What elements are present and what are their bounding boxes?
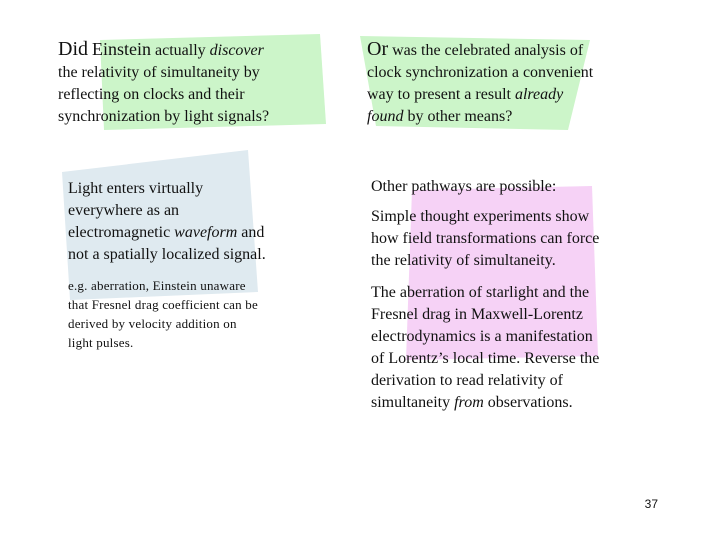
question-right	[367, 38, 667, 128]
left-point	[68, 178, 328, 266]
left-point-and: and	[241, 224, 265, 241]
question-right-lead: Or	[367, 38, 389, 60]
right-point-2-observations: observations.	[487, 394, 573, 411]
left-point-line1: Light enters virtually	[68, 180, 204, 197]
left-note-line3: derived by velocity addition on	[68, 316, 237, 331]
page-number: 37	[644, 497, 658, 511]
right-point-2-simultaneity: simultaneity	[371, 394, 451, 411]
left-note	[68, 276, 328, 352]
right-point-2-line5: derivation to read relativity of	[371, 372, 563, 389]
left-point-waveform: waveform	[174, 224, 238, 241]
right-point-2-line6	[371, 392, 661, 414]
question-left-line4: synchronization by light signals?	[58, 108, 270, 125]
right-header	[371, 176, 661, 198]
question-right-line3-text: way to present a result	[367, 86, 511, 103]
left-point-line4: not a spatially localized signal.	[68, 246, 266, 263]
right-point-1	[371, 206, 661, 272]
left-note-line2: that Fresnel drag coefficient can be	[68, 297, 258, 312]
question-left-line3: reflecting on clocks and their	[58, 86, 245, 103]
question-right-rest: was the celebrated analysis of	[392, 42, 584, 59]
right-point-1-line3: the relativity of simultaneity.	[371, 252, 556, 269]
question-left-lead: Did	[58, 38, 88, 60]
right-point-2-line4: of Lorentz’s local time. Reverse the	[371, 350, 600, 367]
question-right-line1	[367, 38, 667, 62]
left-point-electromagnetic: electromagnetic	[68, 224, 171, 241]
question-left-line1	[58, 38, 348, 62]
left-note-line4: light pulses.	[68, 335, 134, 350]
left-note-line1: e.g. aberration, Einstein unaware	[68, 278, 246, 293]
question-left-line2: the relativity of simultaneity by	[58, 64, 260, 81]
question-right-line3	[367, 84, 667, 106]
left-point-line3	[68, 222, 328, 244]
right-point-2-line2: Fresnel drag in Maxwell-Lorentz	[371, 306, 583, 323]
right-point-2-line1: The aberration of starlight and the	[371, 284, 590, 301]
question-left	[58, 38, 348, 128]
right-point-2-line3: electrodynamics is a manifestation	[371, 328, 593, 345]
question-right-already: already	[514, 86, 564, 103]
right-header-text: Other pathways are possible:	[371, 178, 557, 195]
right-point-1-line1: Simple thought experiments show	[371, 208, 590, 225]
question-right-found: found	[367, 108, 404, 125]
right-point-2	[371, 282, 661, 414]
question-right-line4-text: by other means?	[407, 108, 513, 125]
question-left-actually: actually	[155, 42, 206, 59]
left-point-line2: everywhere as an	[68, 202, 180, 219]
right-point-2-from: from	[454, 394, 484, 411]
question-right-line2: clock synchronization a convenient	[367, 64, 594, 81]
question-right-line4	[367, 106, 667, 128]
question-left-einstein: Einstein	[92, 39, 151, 59]
question-left-discover: discover	[209, 42, 264, 59]
right-point-1-line2: how field transformations can force	[371, 230, 600, 247]
